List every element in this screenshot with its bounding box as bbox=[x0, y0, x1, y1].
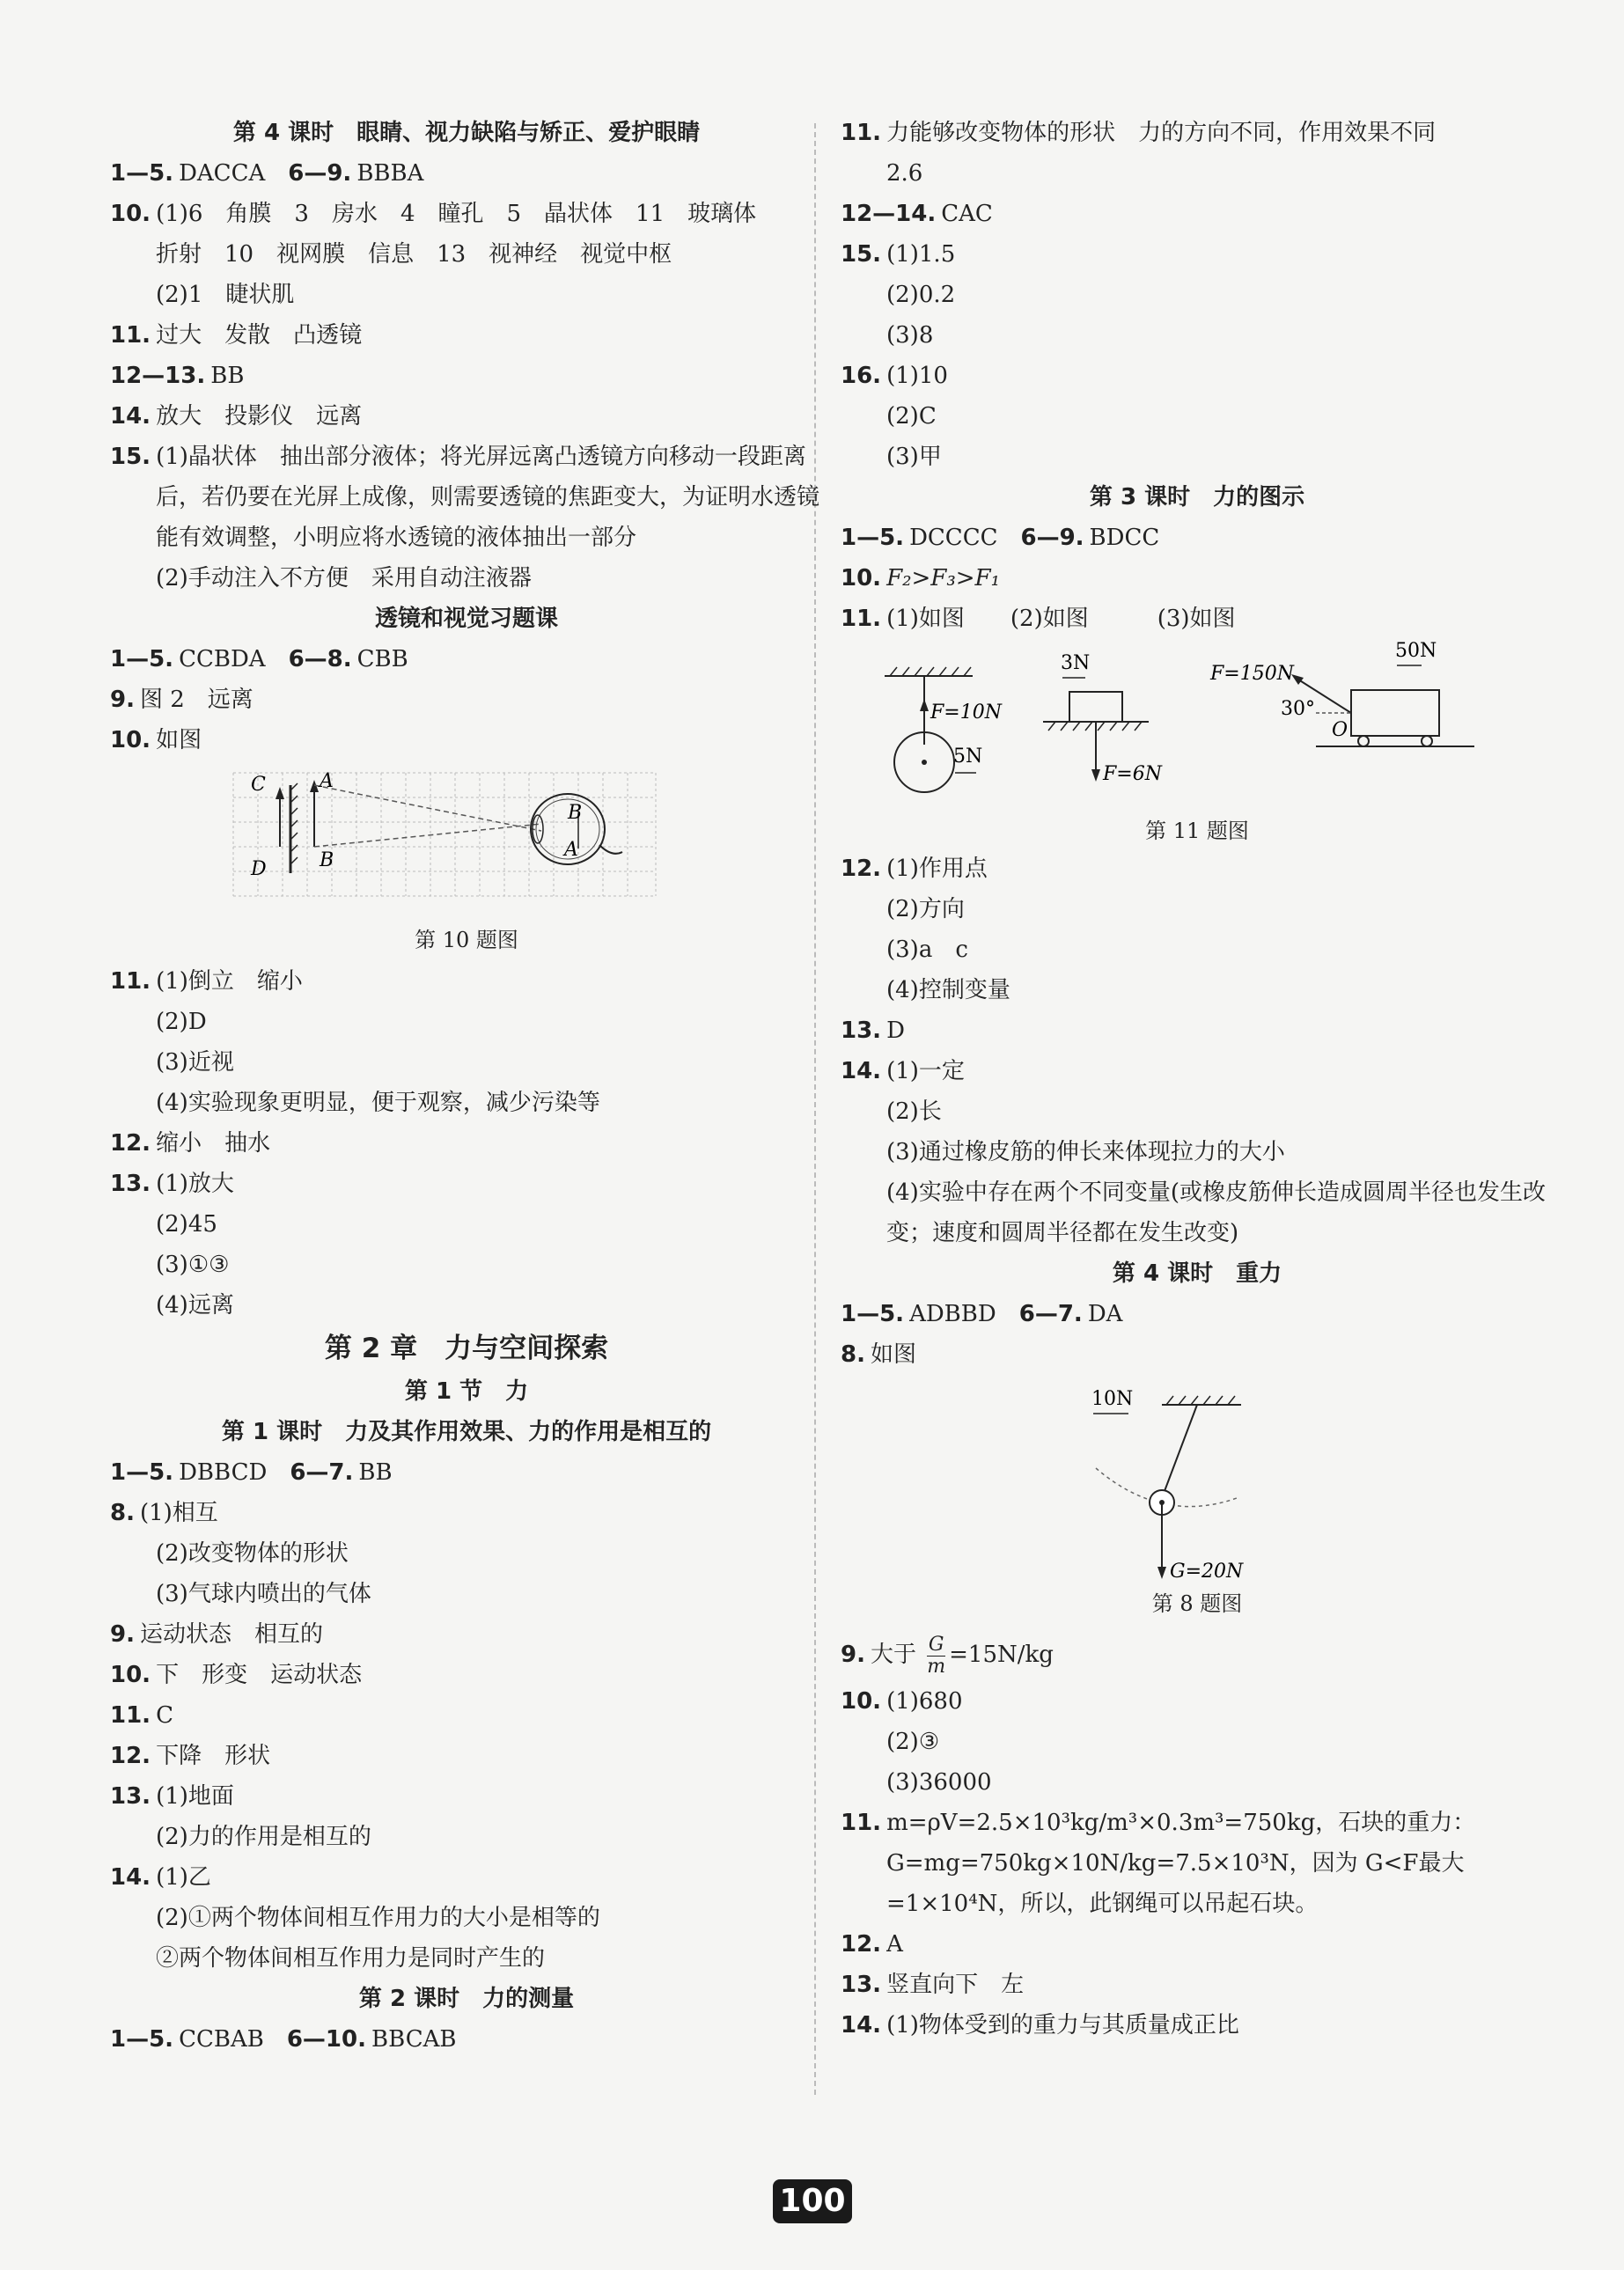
lesson-heading: 透镜和视觉习题课 bbox=[374, 606, 558, 632]
figure-caption: 第 8 题图 bbox=[1151, 1591, 1243, 1616]
force-diagrams bbox=[841, 639, 1554, 813]
answer-line: 10. 下 形变 运动状态 bbox=[110, 1662, 363, 1688]
label-a: A bbox=[320, 770, 334, 792]
answer-line: 13. (1)放大 bbox=[110, 1171, 234, 1197]
answer-line: 1—5. CCBDA 6—8. CBB bbox=[110, 646, 408, 672]
label-d: D bbox=[251, 858, 267, 880]
answer-line: 14. (1)物体受到的重力与其质量成正比 bbox=[841, 2012, 1239, 2039]
force-label-6n: F=6N bbox=[1103, 763, 1162, 785]
point-label-o: O bbox=[1332, 719, 1348, 741]
answer-line: 12—14. CAC bbox=[841, 201, 993, 227]
answer-line: 12. (1)作用点 bbox=[841, 856, 988, 882]
answer-line: 10. 如图 bbox=[110, 727, 202, 753]
figure-11 bbox=[841, 639, 1554, 813]
answer-line: (3)近视 bbox=[156, 1049, 234, 1076]
answer-line: 折射 10 视网膜 信息 13 视神经 视觉中枢 bbox=[156, 241, 672, 268]
answer-line: (3)甲 bbox=[886, 444, 942, 470]
answer-line: (2)手动注入不方便 采用自动注液器 bbox=[156, 565, 532, 591]
lesson-heading: 第 3 课时 力的图示 bbox=[1089, 484, 1305, 511]
eye-diagram bbox=[110, 760, 823, 919]
answer-line: 13. (1)地面 bbox=[110, 1783, 234, 1810]
answer-line: 8. 如图 bbox=[841, 1341, 916, 1368]
answer-line: 11. 力能够改变物体的形状 力的方向不同，作用效果不同 bbox=[841, 120, 1437, 146]
answer-line: (4)实验现象更明显，便于观察，减少污染等 bbox=[156, 1090, 600, 1116]
figure-8 bbox=[841, 1375, 1554, 1586]
answer-line: 12. A bbox=[841, 1931, 903, 1958]
answer-line: (2)③ bbox=[886, 1729, 940, 1755]
answer-line: 15. (1)晶状体 抽出部分液体；将光屏远离凸透镜方向移动一段距离后，若仍要在光屏上成像，则需要透镜的焦距变大，为证明水透镜能有效调整，小明应将水透镜的液体抽出一部分 bbox=[110, 444, 820, 551]
force-label-10n: F=10N bbox=[930, 702, 1002, 724]
chapter-title: 第 2 章 力与空间探索 bbox=[324, 1333, 609, 1364]
right-column bbox=[841, 113, 1554, 2046]
left-column bbox=[110, 113, 823, 2060]
answer-line: 1—5. DACCA 6—9. BBBA bbox=[110, 160, 424, 187]
fraction: $\frac{G}{m}$ bbox=[927, 1633, 946, 1678]
answer-line: 2.6 bbox=[886, 160, 923, 187]
answer-line: 11. 过大 发散 凸透镜 bbox=[110, 322, 363, 349]
answer-line: (2)长 bbox=[886, 1098, 942, 1125]
answer-line: 11. C bbox=[110, 1702, 173, 1729]
answer-line: 1—5. DCCCC 6—9. BDCC bbox=[841, 525, 1160, 551]
scale-label-10n: 10N bbox=[1091, 1388, 1134, 1410]
pendulum-diagram bbox=[841, 1375, 1554, 1586]
scale-label-3n: 3N bbox=[1061, 652, 1091, 674]
answer-line: (4)实验中存在两个不同变量(或橡皮筋伸长造成圆周半径也发生改变；速度和圆周半径都在发生改变) bbox=[886, 1179, 1546, 1246]
scale-label-50n: 50N bbox=[1395, 640, 1437, 662]
answer-line: 8. (1)相互 bbox=[110, 1500, 218, 1526]
label-b: B bbox=[320, 849, 334, 871]
answer-line: 13. D bbox=[841, 1017, 905, 1044]
answer-line: 10. F₂>F₃>F₁ bbox=[841, 565, 1001, 591]
figure-10 bbox=[110, 760, 823, 919]
answer-line: 14. 放大 投影仪 远离 bbox=[110, 403, 363, 430]
answer-line: (2)45 bbox=[156, 1211, 217, 1238]
answer-line: (2)C bbox=[886, 403, 937, 430]
answer-line: 9. 运动状态 相互的 bbox=[110, 1621, 323, 1648]
answer-line: (3)①③ bbox=[156, 1252, 230, 1278]
answer-line: 10. (1)680 bbox=[841, 1688, 963, 1715]
answer-line: (3)a c bbox=[886, 937, 968, 963]
answer-line: 11. (1)倒立 缩小 bbox=[110, 968, 303, 995]
section-title: 第 1 节 力 bbox=[404, 1378, 529, 1405]
answer-line: 16. (1)10 bbox=[841, 363, 948, 389]
force-label-150n: F=150N bbox=[1210, 663, 1294, 685]
answer-line: (2)改变物体的形状 bbox=[156, 1540, 349, 1567]
answer-line: 14. (1)乙 bbox=[110, 1864, 211, 1891]
answer-line: (4)控制变量 bbox=[886, 977, 1010, 1003]
lesson-heading: 第 4 课时 眼睛、视力缺陷与矫正、爱护眼睛 bbox=[232, 120, 701, 146]
label-c: C bbox=[251, 774, 266, 796]
answer-line: 12. 缩小 抽水 bbox=[110, 1130, 271, 1157]
answer-line: (3)气球内喷出的气体 bbox=[156, 1581, 371, 1607]
label-b2: B bbox=[568, 802, 583, 824]
gravity-label: G=20N bbox=[1170, 1561, 1244, 1583]
page-number-badge: 100 bbox=[773, 2179, 852, 2223]
figure-caption: 第 11 题图 bbox=[1145, 819, 1249, 843]
answer-line: 12—13. BB bbox=[110, 363, 245, 389]
lesson-heading: 第 4 课时 重力 bbox=[1112, 1260, 1282, 1287]
answer-line: (2)①两个物体间相互作用力的大小是相等的 bbox=[156, 1905, 600, 1931]
answer-line: 10. (1)6 角膜 3 房水 4 瞳孔 5 晶状体 11 玻璃体 bbox=[110, 201, 757, 227]
lesson-heading: 第 2 课时 力的测量 bbox=[358, 1986, 575, 2012]
answer-line: 12. 下降 形状 bbox=[110, 1743, 271, 1769]
answer-line: (2)力的作用是相互的 bbox=[156, 1824, 371, 1850]
answer-line: (3)8 bbox=[886, 322, 934, 349]
angle-label: 30° bbox=[1281, 698, 1315, 720]
answer-line: 1—5. DBBCD 6—7. BB bbox=[110, 1459, 393, 1486]
answer-line: 15. (1)1.5 bbox=[841, 241, 956, 268]
figure-caption: 第 10 题图 bbox=[415, 928, 518, 952]
answer-line: (2)方向 bbox=[886, 896, 965, 922]
answer-line: (2)D bbox=[156, 1009, 207, 1035]
answer-line: 14. (1)一定 bbox=[841, 1058, 965, 1084]
answer-line: (4)远离 bbox=[156, 1292, 234, 1319]
answer-line: ②两个物体间相互作用力是同时产生的 bbox=[156, 1945, 546, 1972]
scale-label-5n: 5N bbox=[953, 746, 983, 768]
answer-line: (2)0.2 bbox=[886, 282, 956, 308]
label-a2: A bbox=[564, 839, 578, 861]
answer-line: 11. (1)如图 (2)如图 (3)如图 bbox=[841, 606, 1236, 632]
answer-line: (3)36000 bbox=[886, 1769, 992, 1796]
answer-line: 1—5. ADBBD 6—7. DA bbox=[841, 1301, 1123, 1327]
lesson-heading: 第 1 课时 力及其作用效果、力的作用是相互的 bbox=[221, 1419, 712, 1445]
answer-line: 9. 图 2 远离 bbox=[110, 687, 254, 713]
answer-line: (3)通过橡皮筋的伸长来体现拉力的大小 bbox=[886, 1139, 1285, 1165]
answer-line: (2)1 睫状肌 bbox=[156, 282, 295, 308]
answer-line: 13. 竖直向下 左 bbox=[841, 1972, 1025, 1998]
answer-line: 1—5. CCBAB 6—10. BBCAB bbox=[110, 2026, 457, 2053]
answer-line: 11. m=ρV=2.5×10³kg/m³×0.3m³=750kg，石块的重力：G=mg=750kg×10N/kg=7.5×10³N，因为 G<F最大=1×10⁴N，所以，此钢绳可以吊起石块。 bbox=[841, 1810, 1476, 1917]
answer-line: 9. 大于 $\frac{G}{m}$ =15N/kg bbox=[841, 1633, 1054, 1678]
